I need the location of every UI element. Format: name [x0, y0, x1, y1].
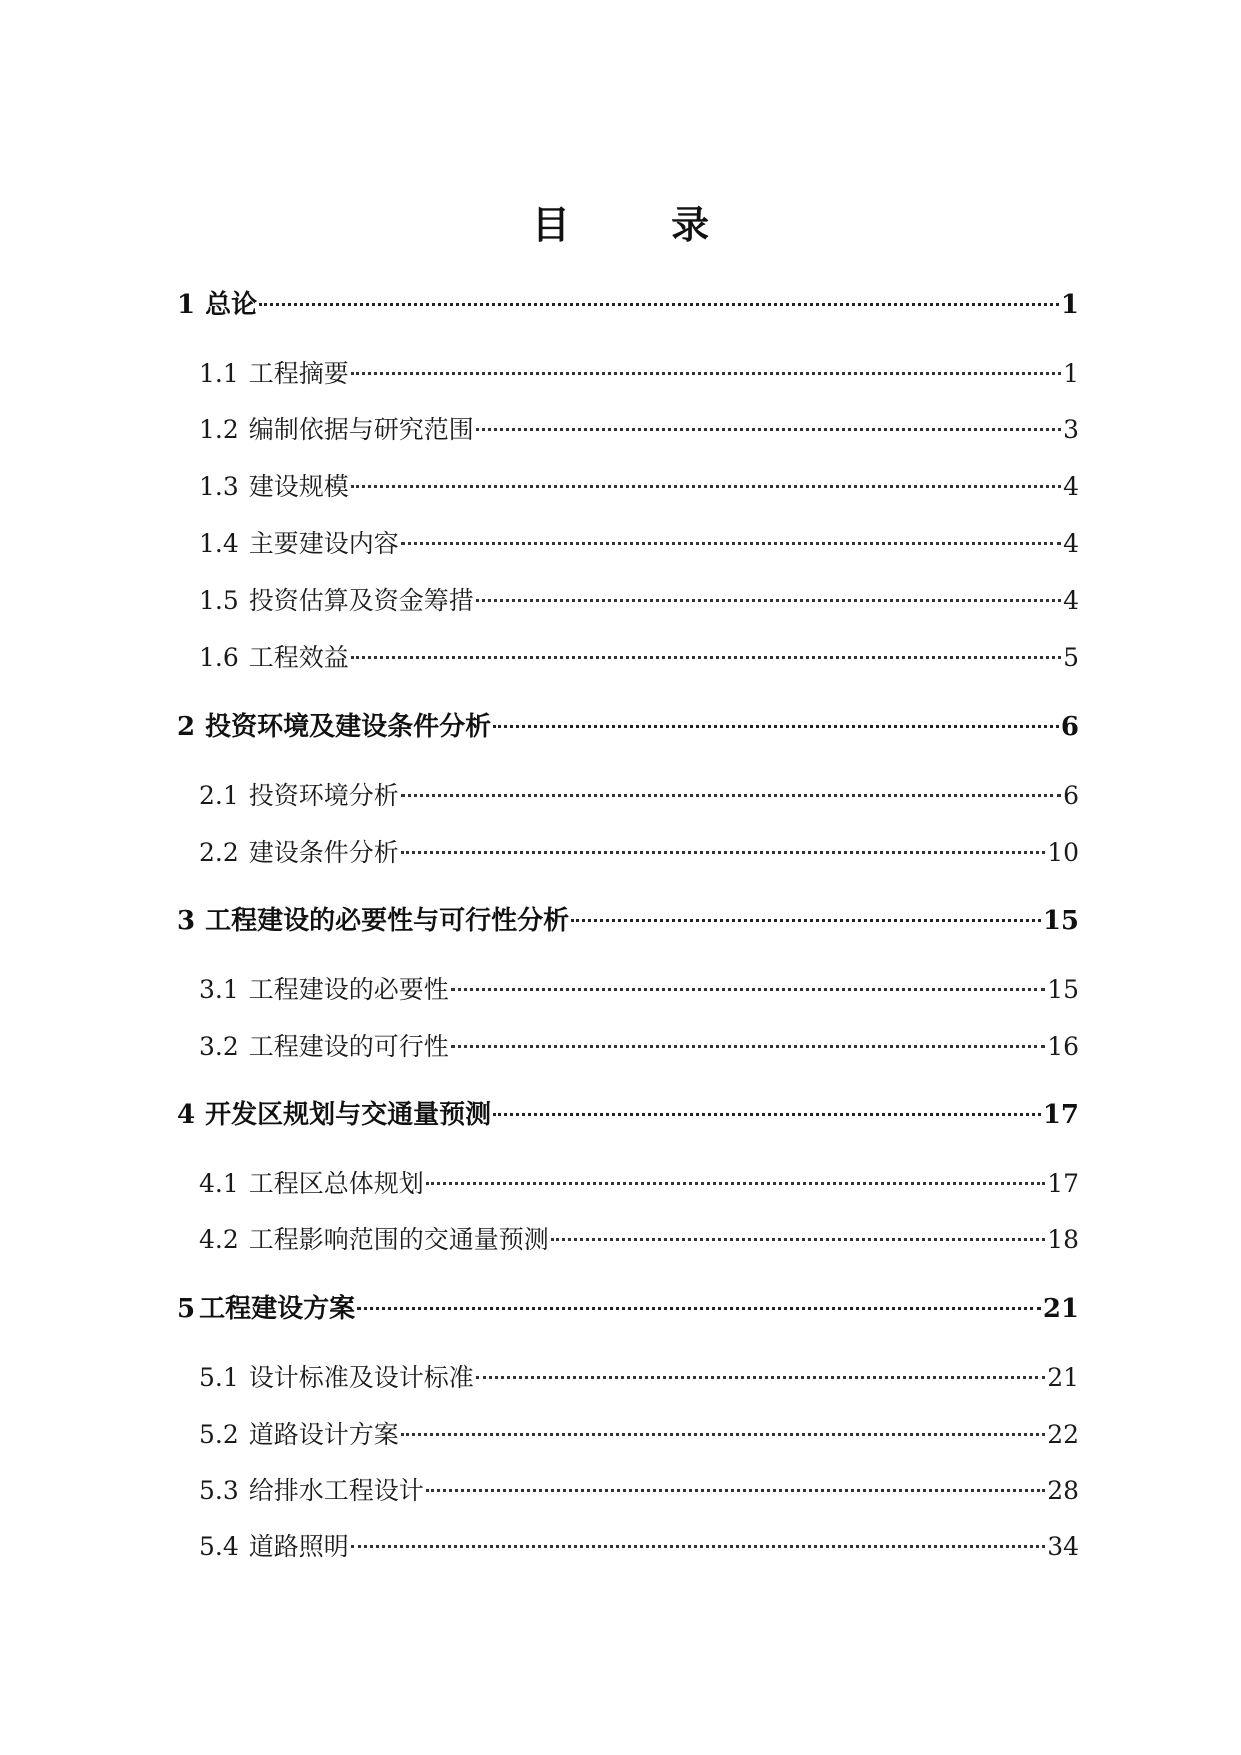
toc-page-number: 28	[1047, 1476, 1079, 1505]
toc-number: 4.1	[199, 1169, 239, 1198]
dot-leader	[357, 1307, 1041, 1310]
toc-page-number: 4	[1063, 529, 1079, 558]
toc-page-number: 15	[1047, 975, 1079, 1004]
toc-page-number: 1	[1063, 359, 1079, 388]
toc-section-1-2[interactable]	[199, 413, 1079, 447]
toc-text: 工程效益	[248, 643, 349, 672]
toc-number: 4	[177, 1100, 196, 1130]
toc-text: 投资环境及建设条件分析	[205, 712, 492, 742]
toc-text: 道路设计方案	[248, 1420, 399, 1449]
toc-number: 4.2	[199, 1225, 239, 1254]
toc-number: 3.1	[199, 975, 239, 1004]
toc-section-5-2[interactable]	[199, 1418, 1079, 1452]
toc-number: 5	[177, 1294, 196, 1324]
toc-page-number: 17	[1042, 1100, 1079, 1130]
toc-page-number: 34	[1047, 1532, 1079, 1561]
toc-number: 5.4	[199, 1532, 239, 1561]
dot-leader	[476, 599, 1061, 602]
toc-number: 1.6	[199, 643, 239, 672]
toc-page-number: 17	[1047, 1169, 1079, 1198]
toc-text: 工程建设的必要性与可行性分析	[205, 906, 570, 936]
toc-page-number: 21	[1042, 1294, 1079, 1324]
toc-section-2-2[interactable]	[199, 836, 1079, 870]
toc-section-1-1[interactable]	[199, 357, 1079, 391]
dot-leader	[401, 542, 1061, 545]
dot-leader	[476, 1376, 1045, 1379]
toc-text: 建设规模	[248, 472, 349, 501]
toc-text: 投资环境分析	[248, 781, 399, 810]
toc-text: 工程影响范围的交通量预测	[248, 1225, 549, 1254]
dot-leader	[451, 988, 1045, 991]
toc-page-number: 1	[1060, 290, 1079, 320]
toc-page-number: 15	[1042, 906, 1079, 936]
dot-leader	[351, 372, 1061, 375]
dot-leader	[451, 1045, 1045, 1048]
dot-leader	[351, 656, 1061, 659]
toc-page-number: 6	[1060, 712, 1079, 742]
toc-text: 设计标准及设计标准	[248, 1363, 474, 1392]
toc-number: 5.3	[199, 1476, 239, 1505]
toc-number: 2	[177, 712, 196, 742]
toc-chapter-2[interactable]	[177, 710, 1079, 744]
toc-text: 总论	[205, 290, 258, 320]
toc-text: 工程摘要	[248, 359, 349, 388]
dot-leader	[351, 1545, 1045, 1548]
toc-section-1-4[interactable]	[199, 527, 1079, 561]
toc-number: 1.5	[199, 586, 239, 615]
toc-section-2-1[interactable]	[199, 779, 1079, 813]
dot-leader	[493, 1113, 1041, 1116]
toc-number: 2.1	[199, 781, 239, 810]
toc-text: 投资估算及资金筹措	[248, 586, 474, 615]
toc-section-3-1[interactable]	[199, 973, 1079, 1007]
dot-leader	[426, 1182, 1045, 1185]
toc-text: 编制依据与研究范围	[248, 415, 474, 444]
toc-text: 建设条件分析	[248, 838, 399, 867]
dot-leader	[551, 1238, 1045, 1241]
toc-chapter-3[interactable]	[177, 904, 1079, 938]
toc-page-number: 16	[1047, 1032, 1079, 1061]
toc-section-3-2[interactable]	[199, 1030, 1079, 1064]
toc-number: 5.1	[199, 1363, 239, 1392]
toc-chapter-1[interactable]	[177, 288, 1079, 322]
toc-text: 工程建设的必要性	[248, 975, 449, 1004]
dot-leader	[401, 851, 1045, 854]
toc-number: 3.2	[199, 1032, 239, 1061]
toc-section-1-5[interactable]	[199, 584, 1079, 618]
page-title: 目 录	[531, 202, 754, 247]
toc-text: 工程建设方案	[199, 1294, 356, 1324]
toc-page-number: 21	[1047, 1363, 1079, 1392]
toc-page-number: 10	[1047, 838, 1079, 867]
toc-number: 1	[177, 290, 196, 320]
toc-text: 工程区总体规划	[248, 1169, 424, 1198]
toc-number: 1.4	[199, 529, 239, 558]
dot-leader	[426, 1489, 1045, 1492]
toc-text: 工程建设的可行性	[248, 1032, 449, 1061]
dot-leader	[476, 428, 1061, 431]
dot-leader	[401, 794, 1061, 797]
toc-section-4-1[interactable]	[199, 1167, 1079, 1201]
toc-page-number: 6	[1063, 781, 1079, 810]
toc-text: 开发区规划与交通量预测	[205, 1100, 492, 1130]
toc-text: 道路照明	[248, 1532, 349, 1561]
dot-leader	[351, 485, 1061, 488]
toc-number: 5.2	[199, 1420, 239, 1449]
toc-page-number: 4	[1063, 586, 1079, 615]
dot-leader	[493, 725, 1059, 728]
toc-page-number: 4	[1063, 472, 1079, 501]
toc-chapter-4[interactable]	[177, 1098, 1079, 1132]
toc-page-number: 18	[1047, 1225, 1079, 1254]
toc-section-1-3[interactable]	[199, 470, 1079, 504]
dot-leader	[401, 1433, 1045, 1436]
toc-text: 给排水工程设计	[248, 1476, 424, 1505]
toc-page-number: 5	[1063, 643, 1079, 672]
toc-text: 主要建设内容	[248, 529, 399, 558]
toc-number: 3	[177, 906, 196, 936]
dot-leader	[259, 303, 1059, 306]
toc-chapter-5[interactable]	[177, 1292, 1079, 1326]
toc-section-5-1[interactable]	[199, 1361, 1079, 1395]
toc-number: 1.2	[199, 415, 239, 444]
toc-section-5-3[interactable]	[199, 1474, 1079, 1508]
toc-section-4-2[interactable]	[199, 1223, 1079, 1257]
toc-page-number: 22	[1047, 1420, 1079, 1449]
dot-leader	[571, 919, 1041, 922]
toc-number: 1.1	[199, 359, 239, 388]
toc-section-5-4[interactable]	[199, 1530, 1079, 1564]
toc-section-1-6[interactable]	[199, 641, 1079, 675]
toc-page-number: 3	[1063, 415, 1079, 444]
toc-number: 2.2	[199, 838, 239, 867]
toc-number: 1.3	[199, 472, 239, 501]
